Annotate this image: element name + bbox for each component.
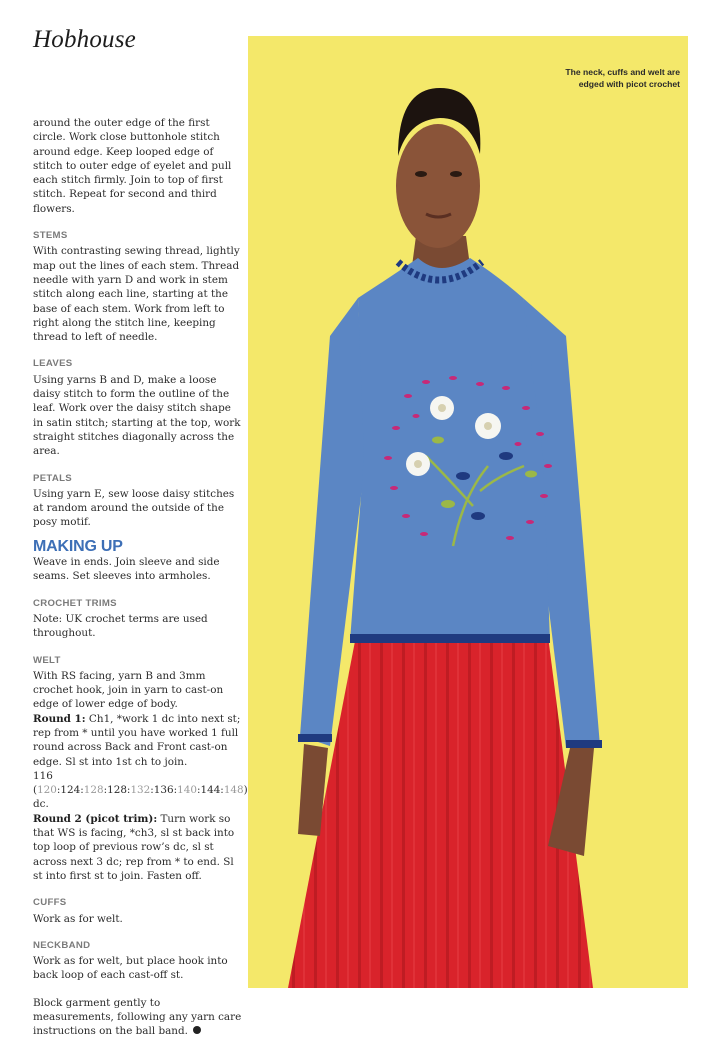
left-cuff-trim: [298, 734, 332, 742]
round-2-label: Round 2 (picot trim):: [33, 812, 158, 825]
model-head: [396, 124, 480, 248]
leaves-heading: LEAVES: [33, 358, 73, 370]
count-part: 148: [223, 784, 244, 797]
round-1-label: Round 1:: [33, 712, 86, 725]
photo-caption: The neck, cuffs and welt are edged with picot crochet: [565, 67, 680, 89]
count-part: 140: [177, 784, 197, 797]
finishing-sentence: Block garment gently to measurements, following any yarn care instructions on the ball band.: [33, 996, 242, 1038]
crochet-trims-text: Note: UK crochet terms are used throughout.: [33, 612, 208, 640]
count-part: 128: [83, 784, 104, 797]
stems-heading: STEMS: [33, 230, 68, 242]
crochet-trims-heading: CROCHET TRIMS: [33, 597, 117, 609]
petals-heading: PETALS: [33, 472, 72, 484]
neckband-heading: NECKBAND: [33, 939, 91, 951]
finishing-text: [33, 996, 243, 1039]
count-part: 116 (: [33, 769, 53, 797]
making-up-text: Weave in ends. Join sleeve and side seams. Set sleeves into armholes.: [33, 556, 220, 583]
stems-text: With contrasting sewing thread, lightly map out the lines of each stem. Thread needle with yarn D and work in stem stitch along each line, starting at the base of each stem. Work from left to right along the stitch line, keeping thread to left of needle.: [33, 245, 240, 344]
page-title: Hobhouse: [33, 26, 136, 53]
cuffs-heading: CUFFS: [33, 897, 67, 909]
count-part: :144:: [196, 784, 224, 797]
right-cuff-trim: [566, 740, 602, 748]
neckband-text: Work as for welt, but place hook into back loop of each cast-off st.: [33, 955, 228, 982]
welt-heading: WELT: [33, 654, 61, 666]
flowers-continued-text: around the outer edge of the first circle. Work close buttonhole stitch around edge. Keep looped edge of stitch to outer edge of eyelet and pull each stitch firmly. Join to top of first stitch. Repeat for second and third flowers.: [33, 117, 232, 215]
welt-round-2: [33, 812, 243, 883]
count-part: :124:: [56, 784, 84, 797]
welt-round-1: [33, 712, 243, 769]
stitch-counts: [33, 769, 248, 812]
photo-illustration: [248, 36, 688, 988]
petals-text: Using yarn E, sew loose daisy stitches at random around the outside of the posy motif.: [33, 487, 235, 529]
instructions-column: [33, 116, 248, 1039]
round-1-text: Ch1, *work 1 dc into next st; rep from * until you have worked 1 full round across Back and Front cast-on edge. Sl st into 1st ch to join.: [33, 712, 241, 768]
welt-picot-trim: [350, 634, 550, 643]
leaves-text: Using yarns B and D, make a loose daisy stitch to form the outline of the leaf. Work over the daisy stitch shape in satin stitch; starting at the top, work straight stitches diagonally across the area.: [33, 373, 241, 458]
making-up-heading: MAKING UP: [33, 537, 123, 555]
count-part: 120: [37, 784, 57, 797]
model-photo: [248, 36, 688, 988]
round-2-text: Turn work so that WS is facing, *ch3, sl st back into top loop of previous row’s dc, sl st across next 3 dc; rep from * to end. Sl st into first st to join. Fasten off.: [33, 812, 235, 882]
count-part: 132: [130, 784, 151, 797]
blue-sweater-body: [350, 258, 550, 641]
count-part: :136:: [150, 784, 178, 797]
cuffs-text: Work as for welt.: [33, 912, 123, 925]
count-part: :128:: [103, 784, 131, 797]
end-of-pattern-icon: [193, 1026, 201, 1034]
count-part: ) dc.: [33, 784, 248, 811]
welt-intro: With RS facing, yarn B and 3mm crochet hook, join in yarn to cast-on edge of lower edge of body.: [33, 669, 224, 711]
